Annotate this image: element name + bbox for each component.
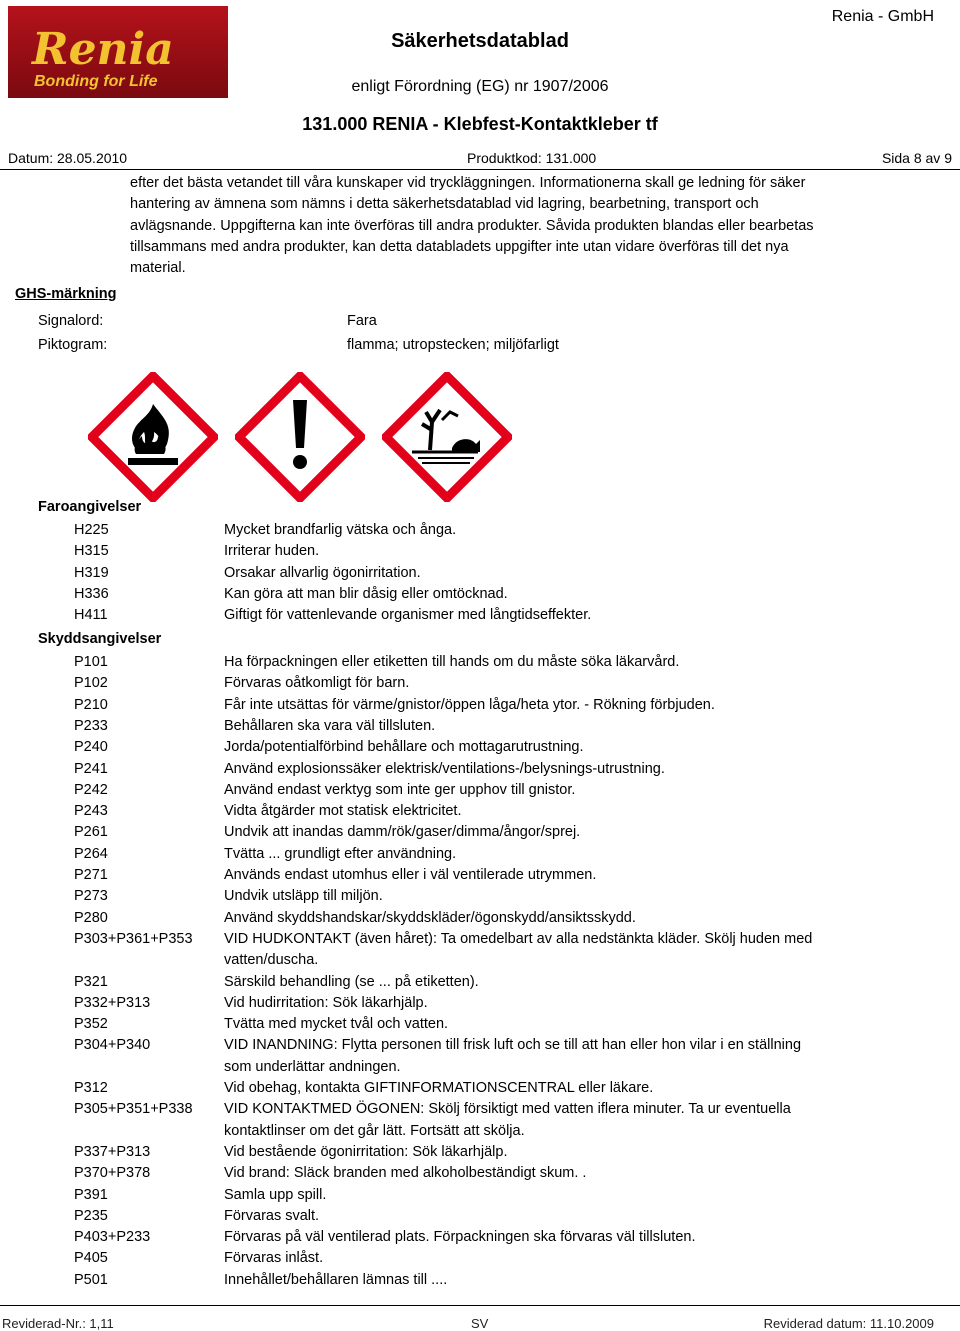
- pictogram-value: flamma; utropstecken; miljöfarligt: [347, 337, 559, 353]
- statement-text-line: Förvaras oåtkomligt för barn.: [224, 675, 410, 692]
- statement-text: [224, 584, 944, 605]
- statement-code: H319: [74, 564, 109, 581]
- statement-text-line: vatten/duscha.: [224, 952, 319, 969]
- statement-text-line: Giftigt för vattenlevande organismer med långtidseffekter.: [224, 607, 592, 624]
- header-product-code: Produktkod: 131.000: [467, 150, 597, 166]
- statement-text: [224, 1099, 944, 1142]
- statement-code: P210: [74, 696, 108, 713]
- statement-text-line: Orsakar allvarlig ögonirritation.: [224, 564, 421, 581]
- statement-text: [224, 1142, 944, 1163]
- statement-code: P235: [74, 1207, 108, 1224]
- statement-text-line: Vid brand: Släck branden med alkoholbeständigt skum. .: [224, 1165, 587, 1182]
- statement-code: P321: [74, 973, 108, 990]
- statement-code: H411: [74, 607, 108, 624]
- statement-text: [224, 780, 944, 801]
- footer-divider: [0, 1305, 960, 1306]
- statement-code: P243: [74, 803, 108, 820]
- flame-icon: [88, 372, 218, 502]
- statement-code: P280: [74, 909, 108, 926]
- statement-text-line: Irriterar huden.: [224, 543, 320, 560]
- statement-text-line: Jorda/potentialförbind behållare och mottagarutrustning.: [224, 739, 584, 756]
- statement-text-line: Tvätta med mycket tvål och vatten.: [224, 1016, 449, 1033]
- statement-text: [224, 1035, 944, 1078]
- statement-text: [224, 673, 944, 694]
- statement-text-line: Använd skyddshandskar/skyddskläder/ögonskydd/ansiktsskydd.: [224, 909, 636, 926]
- statement-code: P261: [74, 824, 108, 841]
- statement-text-line: som underlättar andningen.: [224, 1058, 401, 1075]
- statement-text: [224, 695, 944, 716]
- statement-code: P332+P313: [74, 994, 151, 1011]
- statement-text: [224, 844, 944, 865]
- statement-code: H225: [74, 522, 109, 538]
- statement-code: P241: [74, 760, 108, 777]
- statement-text-line: Vid hudirritation: Sök läkarhjälp.: [224, 994, 428, 1011]
- statement-text: [224, 972, 944, 993]
- statement-text: [224, 1185, 944, 1206]
- statement-text-line: Förvaras svalt.: [224, 1207, 320, 1224]
- footer-revision-number: Reviderad-Nr.: 1,11: [2, 1316, 114, 1331]
- statement-text: [224, 605, 944, 626]
- statement-code: P102: [74, 675, 108, 692]
- footer-revised-date: Reviderad datum: 11.10.2009: [763, 1316, 934, 1331]
- product-title: 131.000 RENIA - Klebfest-Kontaktkleber tf: [302, 114, 658, 134]
- statement-code: P352: [74, 1016, 108, 1033]
- statement-text: [224, 993, 944, 1014]
- hazard-statements-heading: Faroangivelser: [38, 499, 142, 515]
- statement-text-line: Använd endast verktyg som inte ger upphov till gnistor.: [224, 781, 576, 798]
- statement-text-line: Undvik utsläpp till miljön.: [224, 888, 383, 905]
- statement-text: [224, 759, 944, 780]
- statement-text-line: Vid bestående ögonirritation: Sök läkarhjälp.: [224, 1143, 508, 1160]
- statement-text-line: Undvik att inandas damm/rök/gaser/dimma/ångor/sprej.: [224, 824, 581, 841]
- statement-text-line: Innehållet/behållaren lämnas till ....: [224, 1271, 448, 1288]
- statement-text: [224, 1163, 944, 1184]
- statement-text-line: VID HUDKONTAKT (även håret): Ta omedelbart av alla nedstänkta kläder. Skölj huden med: [224, 930, 813, 947]
- statement-text: [224, 1014, 944, 1035]
- statement-text: [224, 716, 944, 737]
- statement-text: [224, 563, 944, 584]
- statement-text: [224, 886, 944, 907]
- environment-icon: [382, 372, 512, 502]
- statement-text-line: Vid obehag, kontakta GIFTINFORMATIONSCENTRAL eller läkare.: [224, 1080, 654, 1096]
- statement-code: H315: [74, 543, 109, 560]
- footer-language: SV: [471, 1316, 489, 1331]
- intro-line: efter det bästa vetandet till våra kunskaper vid tryckläggningen. Informationerna skall ge ledning för säker: [130, 175, 806, 191]
- intro-line: hantering av ämnena som nämns i detta säkerhetsdatablad vid lagring, bearbetning, transport och: [130, 196, 759, 213]
- statement-code: P242: [74, 781, 108, 798]
- statement-text-line: Förvaras på väl ventilerad plats. Förpackningen ska förvaras väl tillsluten.: [224, 1229, 696, 1246]
- statement-text-line: kontaktlinser om det går lätt. Fortsätt att skölja.: [224, 1122, 525, 1139]
- statement-text: [224, 737, 944, 758]
- exclamation-icon: [235, 372, 365, 502]
- statement-text: [224, 1078, 944, 1099]
- statement-text: [224, 1227, 944, 1248]
- signal-word-value: Fara: [347, 313, 377, 329]
- statement-code: P403+P233: [74, 1229, 151, 1246]
- statement-text-line: Vidta åtgärder mot statisk elektricitet.: [224, 803, 462, 820]
- statement-text-line: VID INANDNING: Flytta personen till frisk luft och se till att han eller hon vilar i en ställning: [224, 1037, 802, 1054]
- statement-text-line: Samla upp spill.: [224, 1186, 327, 1203]
- statement-text-line: Behållaren ska vara väl tillsluten.: [224, 717, 436, 734]
- document-title: Säkerhetsdatablad: [391, 30, 569, 52]
- statement-code: P240: [74, 739, 108, 756]
- header-divider: [0, 169, 960, 170]
- statement-code: P305+P351+P338: [74, 1101, 193, 1118]
- statement-code: P264: [74, 845, 108, 862]
- statement-code: H336: [74, 585, 109, 602]
- statement-text: [224, 520, 944, 541]
- company-name: Renia - GmbH: [831, 8, 934, 25]
- statement-code: P101: [74, 654, 108, 670]
- statement-code: P312: [74, 1080, 108, 1096]
- logo-tagline: Bonding for Life: [34, 73, 158, 90]
- statement-code: P337+P313: [74, 1143, 151, 1160]
- statement-text-line: Kan göra att man blir dåsig eller omtöcknad.: [224, 585, 508, 602]
- statement-text-line: Mycket brandfarlig vätska och ånga.: [224, 522, 457, 538]
- header-page-number: Sida 8 av 9: [881, 150, 952, 166]
- intro-line: tillsammans med andra produkter, kan detta databladets uppgifter inte utan vidare överföras till det nya: [130, 238, 789, 255]
- pictogram-label: Piktogram:: [38, 337, 108, 353]
- statement-code: P233: [74, 717, 108, 734]
- signal-word-label: Signalord:: [38, 313, 104, 329]
- statement-text: [224, 1270, 944, 1291]
- statement-code: P304+P340: [74, 1037, 151, 1054]
- statement-text-line: VID KONTAKTMED ÖGONEN: Skölj försiktigt med vatten iflera minuter. Ta ur eventuella: [224, 1101, 791, 1118]
- statement-text: [224, 652, 944, 673]
- statement-text-line: Särskild behandling (se ... på etiketten).: [224, 973, 479, 990]
- statement-text-line: Förvaras inlåst.: [224, 1250, 324, 1267]
- statement-code: P370+P378: [74, 1165, 151, 1182]
- header-date: Datum: 28.05.2010: [8, 150, 128, 166]
- statement-text-line: Ha förpackningen eller etiketten till hands om du måste söka läkarvård.: [224, 654, 680, 670]
- precautionary-statements-heading: Skyddsangivelser: [38, 631, 162, 647]
- statement-code: P273: [74, 888, 108, 905]
- statement-code: P391: [74, 1186, 108, 1203]
- intro-line: avlägsnande. Uppgifterna kan inte överföras till andra produkter. Såvida produkten blandas eller bearbetas: [130, 217, 814, 234]
- statement-text-line: Använd explosionssäker elektrisk/ventilations-/belysnings-utrustning.: [224, 760, 665, 777]
- statement-code: P271: [74, 867, 108, 883]
- statement-code: P405: [74, 1250, 108, 1267]
- intro-paragraph: [130, 173, 930, 279]
- statement-text: [224, 865, 944, 886]
- statement-text: [224, 1206, 944, 1227]
- statement-text-line: Tvätta ... grundligt efter användning.: [224, 845, 457, 862]
- statement-text: [224, 822, 944, 843]
- statement-text-line: Får inte utsättas för värme/gnistor/öppen låga/heta ytor. - Rökning förbjuden.: [224, 696, 715, 713]
- statement-text: [224, 1248, 944, 1269]
- statement-text: [224, 801, 944, 822]
- statement-text: [224, 929, 944, 972]
- ghs-heading: GHS-märkning: [15, 286, 117, 302]
- statement-text: [224, 541, 944, 562]
- statement-code: P501: [74, 1271, 108, 1288]
- statement-text: [224, 908, 944, 929]
- document-subtitle: enligt Förordning (EG) nr 1907/2006: [351, 78, 609, 95]
- statement-code: P303+P361+P353: [74, 930, 193, 947]
- logo-wordmark: Renia: [32, 24, 174, 75]
- intro-line: material.: [130, 260, 186, 277]
- statement-text-line: Används endast utomhus eller i väl ventilerade utrymmen.: [224, 867, 597, 883]
